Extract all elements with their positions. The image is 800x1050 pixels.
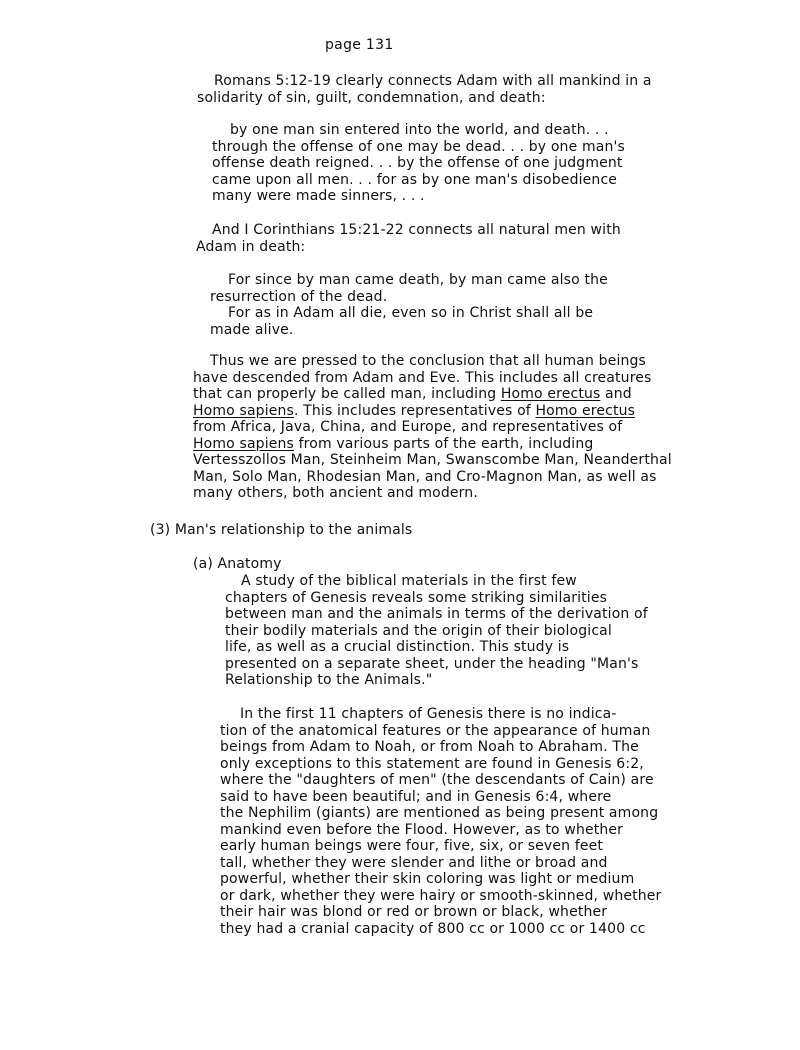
text-line: Adam in death: [196,238,306,255]
text-line: their hair was blond or red or brown or black, whether [220,904,608,920]
text-line: chapters of Genesis reveals some striking similarities [225,589,608,606]
subsection-heading [193,556,282,573]
corinthians-intro-paragraph [196,222,621,255]
text-line: through the offense of one may be dead. . . by one man's [212,138,625,155]
text-line: (3) Man's relationship to the animals [150,522,413,538]
text-line: life, as well as a crucial distinction. This study is [225,639,570,655]
text-line: powerful, whether their skin coloring was light or medium [220,871,635,887]
species-name: Homo erectus [500,386,601,402]
text-line: mankind even before the Flood. However, as to whether [220,821,624,838]
text-line: where the "daughters of men" (the descendants of Cain) are [220,772,654,788]
text-line: Thus we are pressed to the conclusion that all human beings [210,353,647,369]
text-line: said to have been beautiful; and in Genesis 6:4, where [220,788,612,805]
anatomy-paragraph-2 [220,706,661,937]
text-line: In the first 11 chapters of Genesis there is no indica- [240,706,617,722]
anatomy-paragraph-1 [225,573,648,689]
text-line: resurrection of the dead. [210,288,388,305]
text-line: Relationship to the Animals." [225,672,433,688]
text-line: solidarity of sin, guilt, condemnation, and death: [197,89,546,106]
species-name: Homo sapiens [193,435,294,452]
text-line: their bodily materials and the origin of their biological [225,622,612,639]
text-line: (a) Anatomy [193,556,282,572]
section-heading [150,522,412,539]
text-line: tion of the anatomical features or the appearance of human [220,722,651,739]
species-name: Homo sapiens [193,402,294,419]
text-line: For as in Adam all die, even so in Christ shall all be [228,305,594,321]
text-line [193,386,672,403]
text-run: and [600,386,632,402]
romans-intro-paragraph [197,73,652,106]
text-line [193,403,672,420]
text-line: the Nephilim (giants) are mentioned as being present among [220,805,659,821]
conclusion-paragraph [193,353,672,502]
page-number: page 131 [325,37,394,53]
text-line: offense death reigned. . . by the offense of one judgment [212,155,623,171]
text-line: For since by man came death, by man came also the [228,272,608,288]
text-line: Vertesszollos Man, Steinheim Man, Swanscombe Man, Neanderthal [193,452,672,468]
text-line: tall, whether they were slender and lithe or broad and [220,854,608,871]
text-run: that can properly be called man, including [193,386,501,402]
text-line: from Africa, Java, China, and Europe, and representatives of [193,419,623,435]
text-line: presented on a separate sheet, under the heading "Man's [225,655,639,672]
text-line [193,436,672,453]
text-line: beings from Adam to Noah, or from Noah to Abraham. The [220,739,639,755]
text-line: only exceptions to this statement are found in Genesis 6:2, [220,755,644,772]
text-line: by one man sin entered into the world, and death. . . [230,122,609,138]
text-line: made alive. [210,321,294,338]
species-name: Homo erectus [535,402,636,419]
text-line: many others, both ancient and modern. [193,485,478,501]
text-line: have descended from Adam and Eve. This includes all creatures [193,369,652,386]
text-line: And I Corinthians 15:21-22 connects all natural men with [212,222,621,238]
text-line: early human beings were four, five, six, or seven feet [220,838,603,854]
corinthians-quote [210,272,608,338]
text-line: or dark, whether they were hairy or smooth-skinned, whether [220,887,662,904]
text-line: Romans 5:12-19 clearly connects Adam with all mankind in a [214,73,652,89]
text-line: came upon all men. . . for as by one man's disobedience [212,171,618,188]
romans-quote [212,122,625,205]
text-line: between man and the animals in terms of the derivation of [225,606,648,622]
text-line: they had a cranial capacity of 800 cc or 1000 cc or 1400 cc [220,920,646,937]
text-line: A study of the biblical materials in the first few [241,573,577,589]
text-line: many were made sinners, . . . [212,188,425,204]
text-line: Man, Solo Man, Rhodesian Man, and Cro-Magnon Man, as well as [193,468,657,485]
text-run: from various parts of the earth, including [293,435,594,452]
text-run: . This includes representatives of [293,402,536,419]
